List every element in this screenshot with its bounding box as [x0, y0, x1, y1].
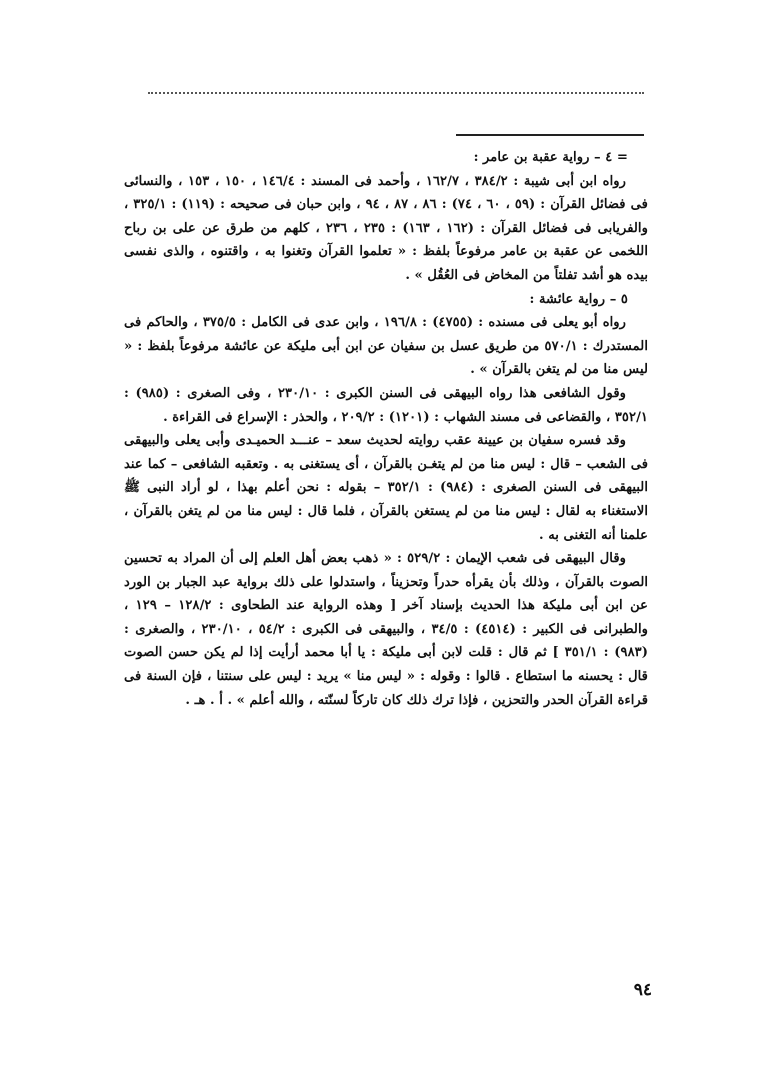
footnote-separator-rule — [456, 134, 644, 136]
paragraph-uqba-narrations: رواه ابن أبى شيبة : ٣٨٤/٢ ، ١٦٢/٧ ، وأحمد فى المسند : ١٤٦/٤ ، ١٥٠ ، ١٥٣ ، والنسائى فى فضائل القرآن : (٥٩ ، ٦٠ ، ٧٤) : ٨٦ ، ٨٧ ، ٩٤ ، وابن حبان فى صحيحه : (١١٩) : ٣٢٥/١ ، والفريابى فى فضائل القرآن : (١٦٢ ، ١٦٣) : ٢٣٥ ، ٢٣٦ ، كلهم من طرق عن على بن رباح اللخمى عن عقبة بن عامر مرفوعاً بلفظ : « تعلموا القرآن وتغنوا به ، واقتنوه ، والذى نفسى بيده هو أشد تفلتاً من المخاض فى العُقُل » . — [124, 173, 648, 283]
paragraph-sufyan-explanation: وقد فسره سفيان بن عيينة عقب روايته لحديث سعد – عنـــد الحميـدى وأبى يعلى والبيهقى فى الشعب – قال : ليس منا من لم يتغـن بالقرآن ، أى يستغنى به . وتعقبه الشافعى – كما عند البيهقى فى السنن الصغرى : (٩٨٤) : ٣٥٢/١ – بقوله : نحن أعلم بهذا ، لو أراد النبى ﷺ الاستغناء به لقال : ليس منا من لم يستغن بالقرآن ، فلما قال : ليس منا من لم يتغن بالقرآن ، علمنا أنه التغنى به . — [124, 433, 648, 543]
paragraph-shafii-statement: وقول الشافعى هذا رواه البيهقى فى السنن الكبرى : ٢٣٠/١٠ ، وفى الصغرى : (٩٨٥) : ٣٥٢/١ ، والقضاعى فى مسند الشهاب : (١٢٠١) : ٢٠٩/٢ ، والحذر : الإسراع فى القراءة . — [124, 385, 648, 425]
section-heading-uqba: = ٤ – رواية عقبة بن عامر : — [473, 150, 628, 165]
footnote-text-block — [124, 146, 648, 712]
paragraph-bayhaqi-quote: وقال البيهقى فى شعب الإيمان : ٥٢٩/٢ : « ذهب بعض أهل العلم إلى أن المراد به تحسين الصوت بالقرآن ، وذلك بأن يقرأه حدراً وتحزيناً ، واستدلوا على ذلك برواية عبد الجبار بن الورد عن ابن أبى مليكة هذا الحديث بإسناد آخر [ وهذه الرواية عند الطحاوى : ١٢٨/٢ – ١٢٩ ، والطبرانى فى الكبير : (٤٥١٤) : ٣٤/٥ ، والبيهقى فى الكبرى : ٥٤/٢ ، ٢٣٠/١٠ ، والصغرى : (٩٨٣) : ٣٥١/١ ] ثم قال : قلت لابن أبى مليكة : يا أبا محمد أرأيت إذا لم يكن حسن الصوت قال : يحسنه ما استطاع . قالوا : وقوله : « ليس منا » يريد : ليس على سنتنا ، فإن السنة فى قراءة القرآن الحدر والتحزين ، فإذا ترك ذلك كان تاركاً لسنّته ، والله أعلم » . أ . هـ . — [124, 551, 648, 708]
page-number: ٩٤ — [633, 980, 652, 1000]
section-heading-aisha: ٥ – رواية عائشة : — [529, 291, 628, 307]
header-dotted-rule — [148, 92, 644, 94]
paragraph-aisha-narrations: رواه أبو يعلى فى مسنده : (٤٧٥٥) : ١٩٦/٨ ، وابن عدى فى الكامل : ٣٧٥/٥ ، والحاكم فى المستدرك : ٥٧٠/١ من طريق عسل بن سفيان عن ابن أبى مليكة عن عائشة مرفوعاً بلفظ : « ليس منا من لم يتغن بالقرآن » . — [124, 315, 648, 378]
